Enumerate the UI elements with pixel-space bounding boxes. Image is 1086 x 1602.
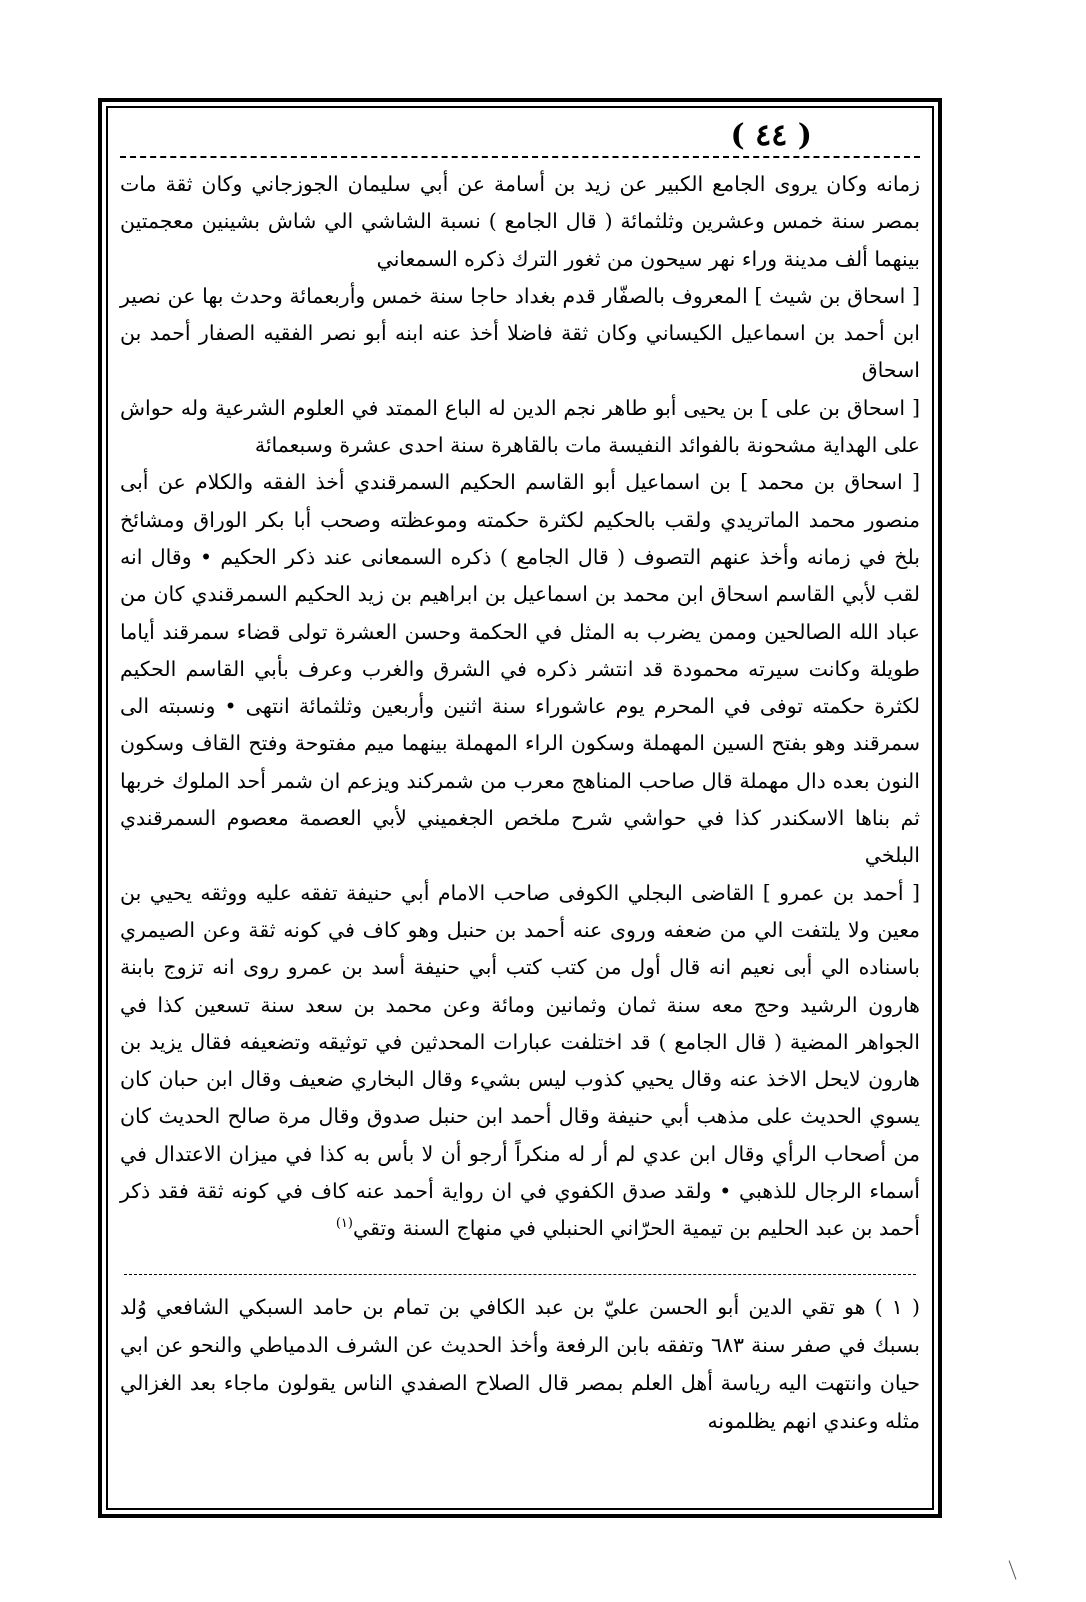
- page-content: [120, 112, 920, 1502]
- main-text: [120, 166, 920, 1248]
- paragraph-with-footnote: [120, 875, 920, 1248]
- page-number: ( ٤٤ ): [730, 118, 812, 153]
- footnote-divider: [124, 1274, 916, 1275]
- footnote: [120, 1288, 920, 1440]
- stray-mark: [1009, 1560, 1017, 1579]
- header-divider: [120, 156, 920, 158]
- paragraph: [ أحمد بن عمرو ] القاضى البجلي الكوفى صاحب الامام أبي حنيفة تفقه عليه ووثقه يحيي بن معين ولا يلتفت الي من ضعفه وروى عنه أحمد بن حنبل وهو كاف في كونه ثقة وعن الصيمري باسناده الي أبى نعيم انه قال أول من كتب كتب أبي حنيفة أسد بن عمرو روى انه تزوج بابنة هارون الرشيد وحج معه سنة ثمان وثمانين ومائة وعن محمد بن سعد سنة تسعين كذا في الجواهر المضية ( قال الجامع ) قد اختلفت عبارات المحدثين في توثيقه وتضعيفه فقال يزيد بن هارون لايحل الاخذ عنه وقال يحيي كذوب ليس بشيء وقال البخاري ضعيف وقال ابن حبان كان يسوي الحديث على مذهب أبي حنيفة وقال أحمد ابن حنبل صدوق وقال مرة صالح الحديث كان من أصحاب الرأي وقال ابن عدي لم أر له منكراً أرجو أن لا بأس به كذا في ميزان الاعتدال في أسماء الرجال للذهبي • ولقد صدق الكفوي في ان رواية أحمد عنه كاف في كونه ثقة فقد ذكر أحمد بن عبد الحليم بن تيمية الحرّاني الحنبلي في منهاج السنة وتقي: [120, 880, 920, 1241]
- footnote-marker: (١): [335, 1216, 353, 1232]
- paragraph: [ اسحاق بن شيث ] المعروف بالصفّار قدم بغداد حاجا سنة خمس وأربعمائة وحدث بها عن نصير ابن أحمد بن اسماعيل الكيساني وكان ثقة فاضلا أخذ عنه ابنه أبو نصر الفقيه الصفار أحمد بن اسحاق: [120, 283, 920, 383]
- footnote-text: ( ١ ) هو تقي الدين أبو الحسن عليّ بن عبد الكافي بن تمام بن حامد السبكي الشافعي وُلد بسبك في صفر سنة ٦٨٣ وتفقه بابن الرفعة وأخذ الحديث عن الشرف الدمياطي والنحو عن ابي حيان وانتهت اليه رياسة أهل العلم بمصر قال الصلاح الصفدي الناس يقولون ماجاء بعد الغزالي مثله وعندي انهم يظلمونه: [120, 1295, 920, 1433]
- paragraph: [ اسحاق بن على ] بن يحيى أبو طاهر نجم الدين له الباع الممتد في العلوم الشرعية وله حواش على الهداية مشحونة بالفوائد النفيسة مات بالقاهرة سنة احدى عشرة وسبعمائة: [120, 395, 920, 458]
- paragraph: [ اسحاق بن محمد ] بن اسماعيل أبو القاسم الحكيم السمرقندي أخذ الفقه والكلام عن أبى منصور محمد الماتريدي ولقب بالحكيم لكثرة حكمته وموعظته وصحب أبا بكر الوراق ومشائخ بلخ في زمانه وأخذ عنهم التصوف ( قال الجامع ) ذكره السمعانى عند ذكر الحكيم • وقال انه لقب لأبي القاسم اسحاق ابن محمد بن اسماعيل بن ابراهيم بن زيد الحكيم السمرقندي كان من عباد الله الصالحين وممن يضرب به المثل في الحكمة وحسن العشرة تولى قضاء سمرقند أياما طويلة وكانت سيرته محمودة قد انتشر ذكره في الشرق والغرب وعرف بأبي القاسم الحكيم لكثرة حكمته توفى في المحرم يوم عاشوراء سنة اثنين وأربعين وثلثمائة انتهى • ونسبته الى سمرقند وهو بفتح السين المهملة وسكون الراء المهملة بينهما ميم مفتوحة وفتح القاف وسكون النون بعده دال مهملة قال صاحب المناهج معرب من شمركند ويزعم ان شمر أحد الملوك خربها ثم بناها الاسكندر كذا في حواشي شرح ملخص الجغميني لأبي العصمة معصوم السمرقندي البلخي: [120, 470, 920, 868]
- paragraph: زمانه وكان يروى الجامع الكبير عن زيد بن أسامة عن أبي سليمان الجوزجاني وكان ثقة مات بمصر سنة خمس وعشرين وثلثمائة ( قال الجامع ) نسبة الشاشي الي شاش بشينين معجمتين بينهما ألف مدينة وراء نهر سيحون من ثغور الترك ذكره السمعاني: [120, 172, 920, 271]
